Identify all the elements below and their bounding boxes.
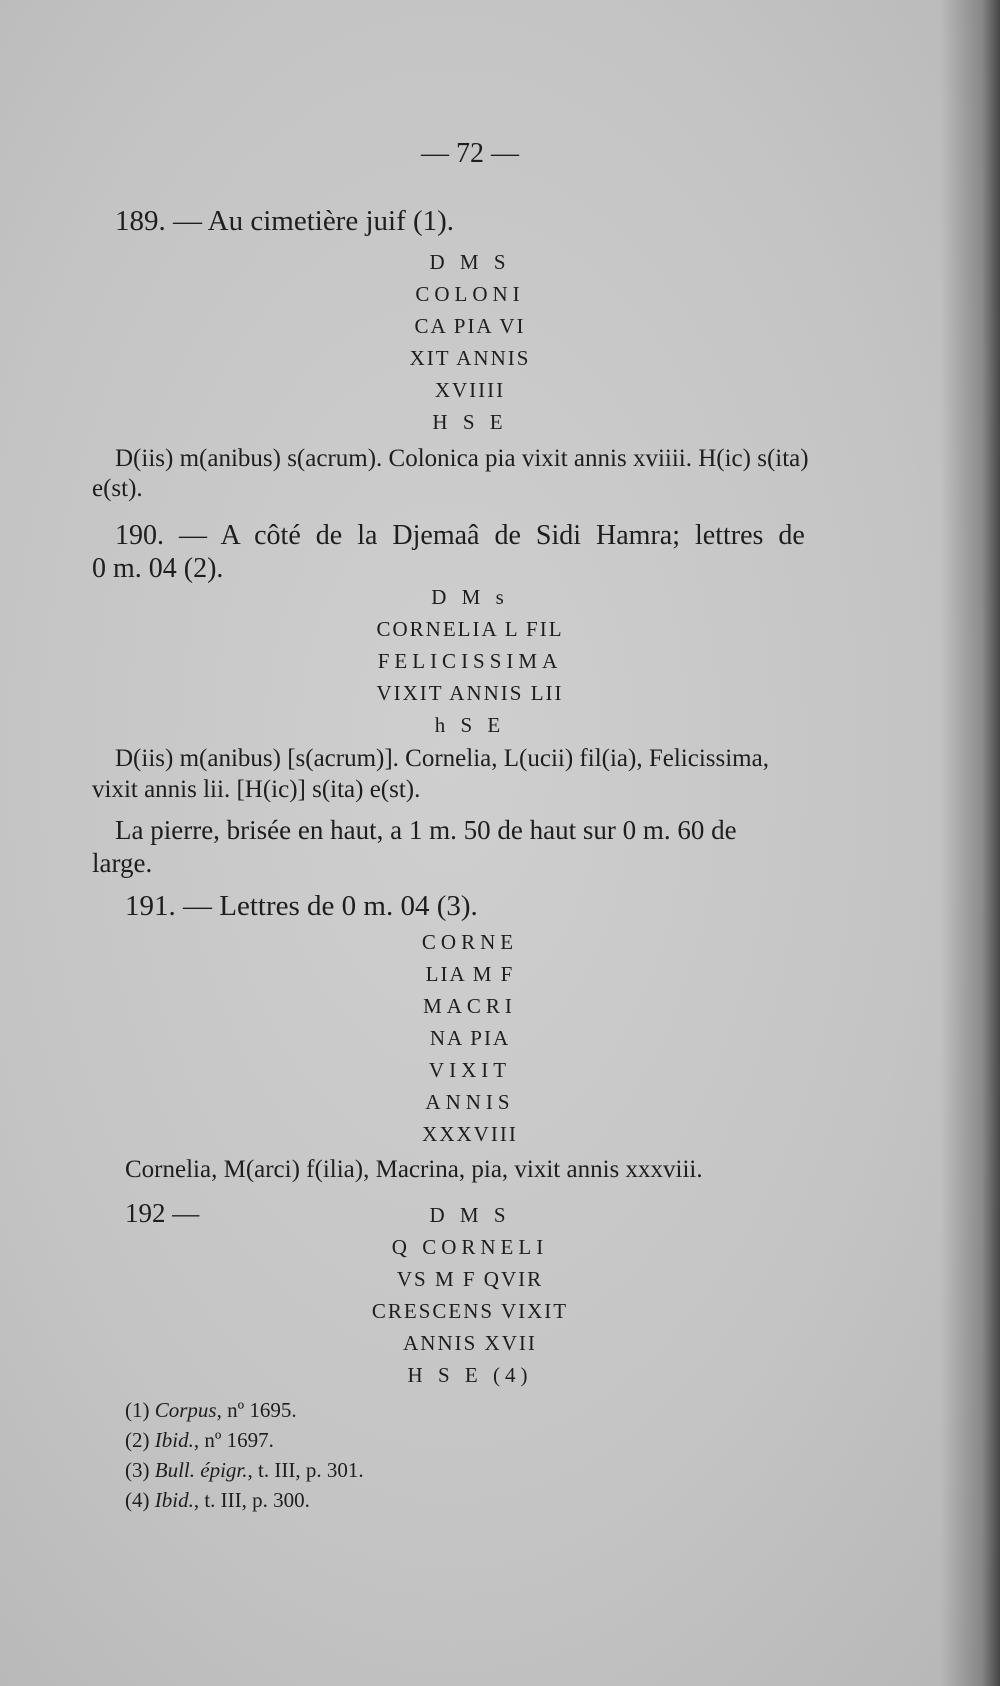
entry-192-heading: 192 — (125, 1198, 200, 1228)
entry-190-heading: 0 m. 04 (2). (92, 553, 224, 584)
entry-190-inscription-line: VIXIT ANNIS LII (376, 681, 564, 705)
entry-192-inscription-line: Q CORNELI (391, 1235, 549, 1259)
entry-191-inscription-line: ANNIS (425, 1090, 515, 1114)
footnote (125, 1488, 310, 1513)
footnote (125, 1428, 274, 1453)
entry-189-transcription: e(st). (92, 475, 143, 502)
entry-190-note: large. (92, 848, 153, 878)
entry-189-transcription: D(iis) m(anibus) s(acrum). Colonica pia vixit annis xviiii. H(ic) s(ita) (115, 445, 809, 472)
entry-191-inscription-line: CORNE (421, 930, 519, 954)
entry-189-heading: 189. — Au cimetière juif (1). (115, 205, 455, 237)
entry-189-inscription-line: XIT ANNIS (409, 346, 531, 370)
entry-191-inscription-line: LIA M F (425, 962, 515, 986)
entry-189-inscription-line: H S E (432, 410, 508, 434)
entry-190-heading: 190. — A côté de la Djemaâ de Sidi Hamra; lettres de (115, 520, 805, 551)
footnote-reference: Corpus (154, 1398, 217, 1422)
entry-192-inscription-line: D M S (429, 1203, 511, 1227)
footnote-detail: , nº 1697. (193, 1428, 274, 1452)
entry-189-inscription-line: XVIIII (434, 378, 506, 402)
entry-190-inscription-line: D M s (431, 585, 509, 609)
entry-190-inscription-line: CORNELIA L FIL (376, 617, 564, 641)
entry-190-note: La pierre, brisée en haut, a 1 m. 50 de haut sur 0 m. 60 de (115, 815, 737, 845)
footnote-reference: Ibid. (154, 1428, 194, 1452)
footnote (125, 1458, 364, 1483)
entry-191-inscription-line: XXXVIII (422, 1122, 518, 1146)
entry-191-transcription: Cornelia, M(arci) f(ilia), Macrina, pia, vixit annis xxxviii. (125, 1156, 703, 1183)
entry-192-inscription-line: H S E (4) (407, 1363, 533, 1387)
footnote-number: (2) (125, 1428, 150, 1452)
entry-191-inscription-line: VIXIT (428, 1058, 512, 1082)
entry-189-inscription-line: COLONI (415, 282, 525, 306)
page-number: — 72 — (421, 138, 519, 169)
footnote-detail: , t. III, p. 301. (247, 1458, 364, 1482)
entry-192-inscription-line: ANNIS XVII (403, 1331, 537, 1355)
entry-191-heading: 191. — Lettres de 0 m. 04 (3). (125, 890, 478, 922)
entry-190-transcription: vixit annis lii. [H(ic)] s(ita) e(st). (92, 776, 421, 803)
footnote-detail: , t. III, p. 300. (193, 1488, 310, 1512)
entry-190-inscription-line: h S E (434, 713, 506, 737)
footnote-reference: Bull. épigr. (154, 1458, 248, 1482)
footnote (125, 1398, 297, 1423)
entry-190-transcription: D(iis) m(anibus) [s(acrum)]. Cornelia, L(ucii) fil(ia), Felicissima, (115, 745, 769, 772)
footnote-detail: , nº 1695. (216, 1398, 297, 1422)
entry-191-inscription-line: MACRI (423, 994, 517, 1018)
entry-190-inscription-line: FELICISSIMA (377, 649, 563, 673)
entry-189-inscription-line: D M S (429, 250, 511, 274)
entry-189-inscription-line: CA PIA VI (414, 314, 526, 338)
entry-192-inscription-line: CRESCENS VIXIT (371, 1299, 569, 1323)
entry-192-inscription-line: VS M F QVIR (396, 1267, 544, 1291)
footnote-number: (4) (125, 1488, 150, 1512)
footnote-reference: Ibid. (154, 1488, 194, 1512)
page-gutter-shadow (940, 0, 1000, 1686)
footnote-number: (3) (125, 1458, 150, 1482)
entry-191-inscription-line: NA PIA (429, 1026, 511, 1050)
footnote-number: (1) (125, 1398, 150, 1422)
